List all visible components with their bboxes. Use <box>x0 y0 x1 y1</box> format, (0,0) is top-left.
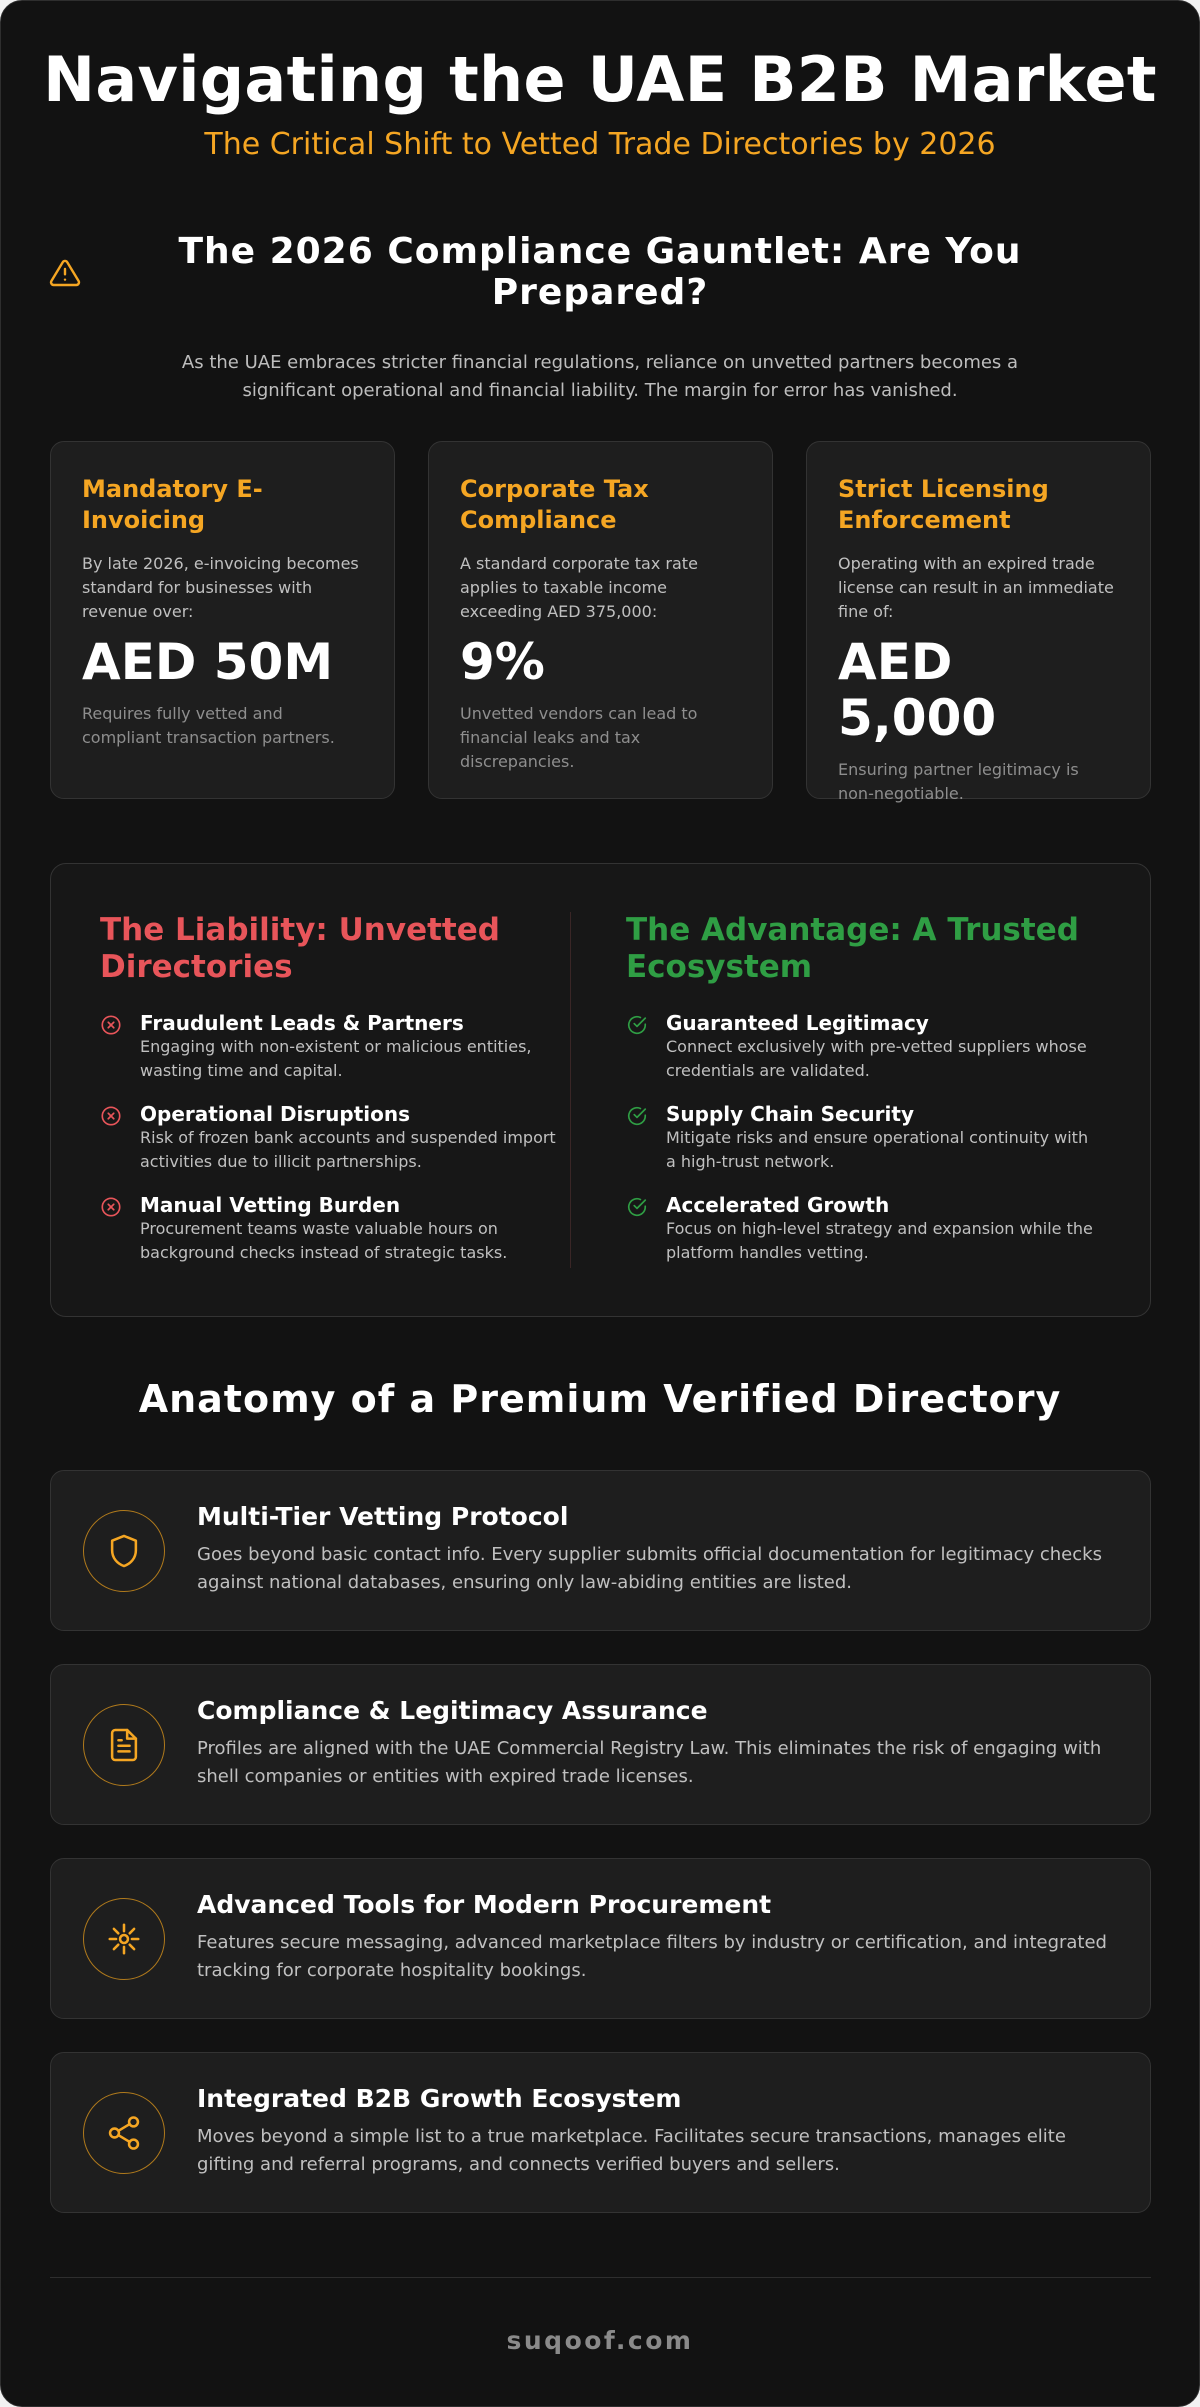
sparkle-tools-icon <box>105 1920 143 1958</box>
warning-triangle-icon <box>49 257 81 289</box>
advantage-item <box>626 1102 1096 1174</box>
x-circle-icon <box>100 1014 122 1036</box>
feature-desc: Goes beyond basic contact info. Every supplier submits official documentation for legitimacy checks against national databases, ensuring only law-abiding entities are listed. <box>197 1544 1102 1593</box>
x-circle-icon <box>100 1196 122 1218</box>
advantage-item <box>626 1193 1096 1265</box>
check-circle-icon <box>626 1014 648 1036</box>
compliance-title: The 2026 Compliance Gauntlet: Are You Prepared? <box>178 231 1022 313</box>
stat-card-desc: By late 2026, e-invoicing becomes standard for businesses with revenue over: <box>82 554 359 621</box>
compliance-section-header <box>1 231 1199 313</box>
compliance-intro: As the UAE embraces stricter financial regulations, reliance on unvetted partners becomes a significant operational and financial liability. The margin for error has vanished. <box>181 352 1019 401</box>
advantage-item-title: Guaranteed Legitimacy <box>666 1011 929 1035</box>
advantage-item-desc: Mitigate risks and ensure operational continuity with a high-trust network. <box>666 1128 1089 1171</box>
comparison-panel <box>50 863 1151 1317</box>
stat-card-note: Unvetted vendors can lead to financial leaks and tax discrepancies. <box>460 704 698 771</box>
feature-card-tools <box>50 1858 1151 2019</box>
liability-item <box>100 1011 570 1083</box>
feature-title: Integrated B2B Growth Ecosystem <box>197 2084 682 2113</box>
stat-card-einvoicing <box>50 441 395 799</box>
liability-item <box>100 1102 570 1174</box>
advantage-item <box>626 1011 1096 1083</box>
liability-item-title: Operational Disruptions <box>140 1102 411 1126</box>
feature-title: Advanced Tools for Modern Procurement <box>197 1890 772 1919</box>
feature-desc: Profiles are aligned with the UAE Commercial Registry Law. This eliminates the risk of engaging with shell companies or entities with expired trade licenses. <box>197 1738 1102 1787</box>
column-divider <box>570 912 571 1268</box>
advantage-title: The Advantage: A Trusted Ecosystem <box>626 912 1079 985</box>
advantage-item-desc: Focus on high-level strategy and expansion while the platform handles vetting. <box>666 1219 1093 1262</box>
check-circle-icon <box>626 1105 648 1127</box>
stat-card-value: AED 50M <box>82 633 334 691</box>
stat-card-desc: A standard corporate tax rate applies to taxable income exceeding AED 375,000: <box>460 554 698 621</box>
liability-item-title: Fraudulent Leads & Partners <box>140 1011 464 1035</box>
advantage-item-title: Accelerated Growth <box>666 1193 890 1217</box>
stat-card-value: 9% <box>460 633 545 691</box>
stat-card-desc: Operating with an expired trade license can result in an immediate fine of: <box>838 554 1114 621</box>
check-circle-icon <box>626 1196 648 1218</box>
document-icon <box>105 1726 143 1764</box>
feature-icon-circle <box>83 1704 165 1786</box>
feature-card-vetting <box>50 1470 1151 1631</box>
stat-card-title: Strict Licensing Enforcement <box>838 475 1049 534</box>
footer-site-link[interactable]: suqoof.com <box>506 2326 694 2355</box>
stat-card-title: Corporate Tax Compliance <box>460 475 649 534</box>
x-circle-icon <box>100 1105 122 1127</box>
feature-desc: Features secure messaging, advanced marketplace filters by industry or certification, and integrated tracking for corporate hospitality bookings. <box>197 1932 1107 1981</box>
liability-item <box>100 1193 570 1265</box>
feature-desc: Moves beyond a simple list to a true marketplace. Facilitates secure transactions, manages elite gifting and referral programs, and connects verified buyers and sellers. <box>197 2126 1066 2175</box>
advantage-item-desc: Connect exclusively with pre-vetted suppliers whose credentials are validated. <box>666 1037 1087 1080</box>
stat-card-value: AED 5,000 <box>838 633 997 747</box>
liability-item-title: Manual Vetting Burden <box>140 1193 401 1217</box>
stat-card-note: Requires fully vetted and compliant transaction partners. <box>82 704 335 747</box>
share-network-icon <box>105 2114 143 2152</box>
feature-icon-circle <box>83 1898 165 1980</box>
page-subtitle: The Critical Shift to Vetted Trade Directories by 2026 <box>204 127 996 162</box>
liability-item-desc: Procurement teams waste valuable hours on background checks instead of strategic tasks. <box>140 1219 508 1262</box>
feature-title: Compliance & Legitimacy Assurance <box>197 1696 708 1725</box>
anatomy-title: Anatomy of a Premium Verified Directory <box>138 1377 1062 1421</box>
footer-divider <box>50 2277 1151 2278</box>
feature-icon-circle <box>83 2092 165 2174</box>
stat-card-licensing <box>806 441 1151 803</box>
stat-cards <box>50 441 1151 803</box>
stat-card-note: Ensuring partner legitimacy is non-negotiable. <box>838 760 1079 803</box>
hero-header <box>1 1 1199 163</box>
advantage-item-title: Supply Chain Security <box>666 1102 914 1126</box>
liability-item-desc: Risk of frozen bank accounts and suspended import activities due to illicit partnerships. <box>140 1128 556 1171</box>
liability-column <box>100 912 570 1316</box>
shield-icon <box>105 1532 143 1570</box>
liability-item-desc: Engaging with non-existent or malicious entities, wasting time and capital. <box>140 1037 532 1080</box>
stat-card-title: Mandatory E-Invoicing <box>82 475 263 534</box>
page-title: Navigating the UAE B2B Market <box>43 43 1157 116</box>
feature-card-ecosystem <box>50 2052 1151 2213</box>
feature-icon-circle <box>83 1510 165 1592</box>
advantage-column <box>626 912 1096 1316</box>
feature-card-compliance <box>50 1664 1151 1825</box>
stat-card-corporate-tax <box>428 441 773 799</box>
feature-title: Multi-Tier Vetting Protocol <box>197 1502 569 1531</box>
liability-title: The Liability: Unvetted Directories <box>100 912 500 985</box>
